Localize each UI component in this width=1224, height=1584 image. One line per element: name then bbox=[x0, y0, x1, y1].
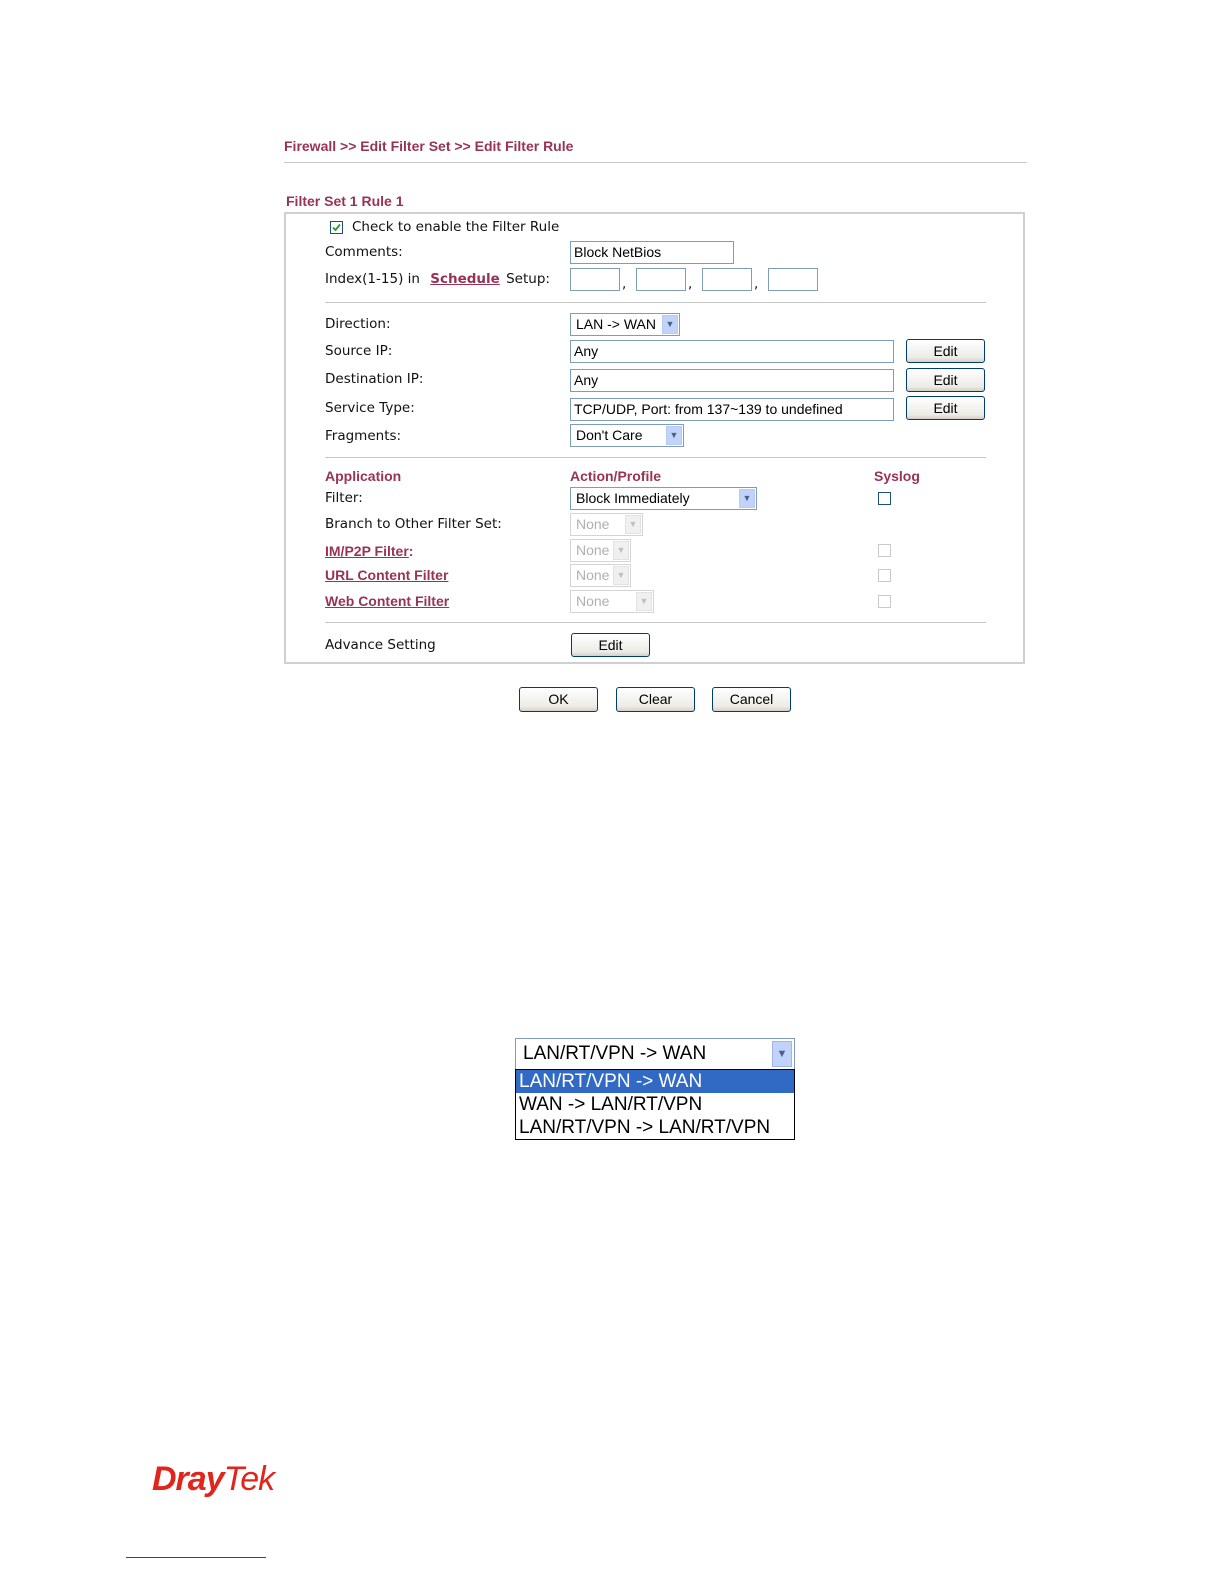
logo-part-tek: Tek bbox=[223, 1460, 275, 1498]
direction-option[interactable]: LAN/RT/VPN -> LAN/RT/VPN bbox=[519, 1117, 771, 1138]
branch-value: None bbox=[576, 516, 610, 532]
fragments-select[interactable] bbox=[570, 424, 684, 447]
direction-label: Direction: bbox=[325, 316, 391, 332]
source-ip-edit-button[interactable]: Edit bbox=[906, 339, 985, 363]
destination-ip-label: Destination IP: bbox=[325, 371, 424, 387]
schedule-setup-label: Setup: bbox=[506, 271, 550, 287]
filter-set-title: Filter Set 1 Rule 1 bbox=[286, 193, 404, 209]
filter-action-select[interactable] bbox=[570, 487, 757, 510]
web-content-value: None bbox=[576, 593, 610, 609]
schedule-index-1[interactable] bbox=[570, 268, 620, 291]
comments-label: Comments: bbox=[325, 244, 403, 260]
advance-setting-edit-button[interactable]: Edit bbox=[571, 633, 650, 657]
schedule-link[interactable]: Schedule bbox=[430, 271, 500, 287]
web-content-syslog-checkbox[interactable] bbox=[878, 595, 891, 608]
chevron-down-icon: ▼ bbox=[662, 315, 678, 334]
direction-value: LAN -> WAN bbox=[576, 316, 656, 332]
url-content-select[interactable] bbox=[570, 564, 631, 587]
chevron-down-icon: ▼ bbox=[666, 426, 682, 445]
chevron-down-icon[interactable]: ▼ bbox=[772, 1041, 792, 1067]
section-divider bbox=[325, 457, 986, 458]
service-type-edit-button[interactable]: Edit bbox=[906, 396, 985, 420]
schedule-separator: , bbox=[622, 276, 627, 292]
direction-select[interactable] bbox=[570, 313, 680, 336]
web-content-select[interactable] bbox=[570, 590, 654, 613]
action-profile-header: Action/Profile bbox=[570, 468, 662, 484]
checkmark-icon bbox=[332, 223, 341, 232]
branch-label: Branch to Other Filter Set: bbox=[325, 516, 502, 532]
schedule-row-label bbox=[325, 271, 550, 287]
direction-option[interactable]: LAN/RT/VPN -> WAN bbox=[516, 1070, 794, 1093]
filter-syslog-checkbox[interactable] bbox=[878, 492, 891, 505]
advance-setting-label: Advance Setting bbox=[325, 637, 436, 653]
schedule-separator: , bbox=[688, 276, 693, 292]
destination-ip-input[interactable]: Any bbox=[570, 369, 894, 392]
destination-ip-edit-button[interactable]: Edit bbox=[906, 368, 985, 392]
schedule-separator: , bbox=[754, 276, 759, 292]
direction-dropdown-list bbox=[515, 1069, 795, 1140]
im-p2p-filter-link[interactable]: IM/P2P Filter bbox=[325, 543, 409, 559]
im-p2p-syslog-checkbox[interactable] bbox=[878, 544, 891, 557]
schedule-index-3[interactable] bbox=[702, 268, 752, 291]
chevron-down-icon: ▼ bbox=[613, 566, 629, 585]
filter-action-value: Block Immediately bbox=[576, 490, 690, 506]
im-p2p-select[interactable] bbox=[570, 539, 631, 562]
fragments-value: Don't Care bbox=[576, 427, 643, 443]
url-content-syslog-checkbox[interactable] bbox=[878, 569, 891, 582]
breadcrumb-divider bbox=[284, 162, 1027, 163]
ok-button[interactable]: OK bbox=[519, 687, 598, 712]
schedule-index-2[interactable] bbox=[636, 268, 686, 291]
service-type-label: Service Type: bbox=[325, 400, 415, 416]
branch-select[interactable] bbox=[570, 513, 643, 536]
enable-rule-checkbox[interactable] bbox=[330, 221, 343, 234]
im-p2p-value: None bbox=[576, 542, 610, 558]
source-ip-input[interactable]: Any bbox=[570, 340, 894, 363]
section-divider bbox=[325, 622, 986, 623]
web-content-filter-link[interactable]: Web Content Filter bbox=[325, 593, 450, 609]
im-p2p-colon: : bbox=[408, 543, 414, 559]
filter-label: Filter: bbox=[325, 490, 363, 506]
service-type-input[interactable]: TCP/UDP, Port: from 137~139 to undefined bbox=[570, 398, 894, 421]
chevron-down-icon: ▼ bbox=[613, 541, 629, 560]
cancel-button[interactable]: Cancel bbox=[712, 687, 791, 712]
schedule-index-label: Index(1-15) in bbox=[325, 271, 420, 287]
direction-dropdown-selected: LAN/RT/VPN -> WAN bbox=[523, 1043, 707, 1064]
url-content-filter-link[interactable]: URL Content Filter bbox=[325, 567, 449, 583]
logo-part-dray: Dray bbox=[152, 1460, 224, 1498]
clear-button[interactable]: Clear bbox=[616, 687, 695, 712]
chevron-down-icon: ▼ bbox=[739, 489, 755, 508]
direction-dropdown-box[interactable] bbox=[515, 1038, 795, 1070]
schedule-index-4[interactable] bbox=[768, 268, 818, 291]
application-header: Application bbox=[325, 468, 402, 484]
fragments-label: Fragments: bbox=[325, 428, 402, 444]
footer-line bbox=[126, 1557, 266, 1558]
source-ip-label: Source IP: bbox=[325, 343, 393, 359]
im-p2p-row-label bbox=[325, 541, 413, 560]
chevron-down-icon: ▼ bbox=[625, 515, 641, 534]
enable-rule-label: Check to enable the Filter Rule bbox=[352, 219, 560, 235]
comments-input[interactable]: Block NetBios bbox=[570, 241, 734, 264]
chevron-down-icon: ▼ bbox=[636, 592, 652, 611]
draytek-logo bbox=[152, 1460, 274, 1499]
url-content-value: None bbox=[576, 567, 610, 583]
breadcrumb: Firewall >> Edit Filter Set >> Edit Filter Rule bbox=[284, 138, 574, 154]
direction-option[interactable]: WAN -> LAN/RT/VPN bbox=[519, 1094, 703, 1115]
section-divider bbox=[325, 302, 986, 303]
syslog-header: Syslog bbox=[874, 468, 920, 484]
